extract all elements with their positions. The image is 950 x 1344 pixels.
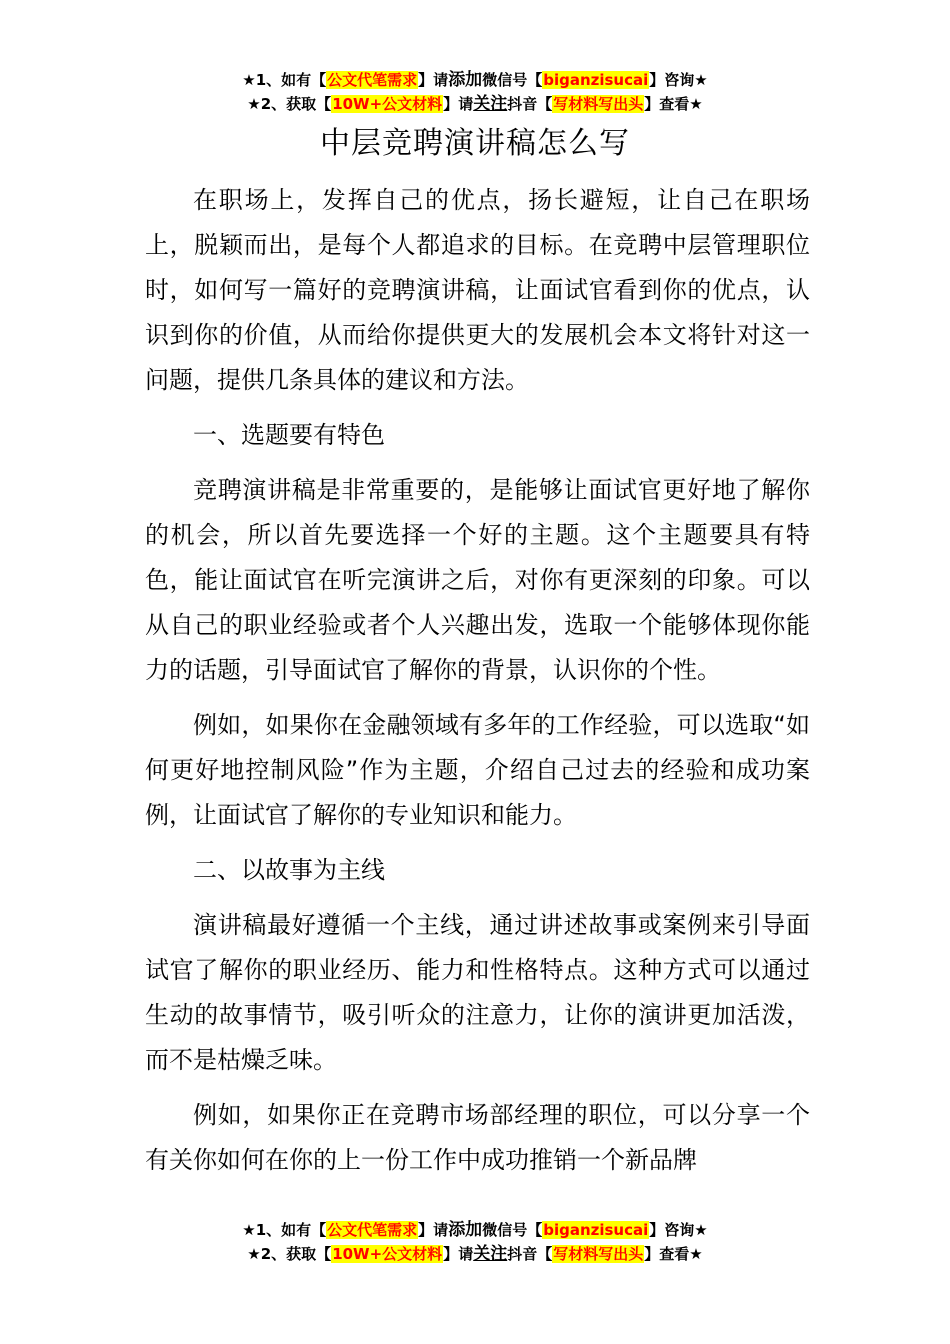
banner-text: 微信号【 bbox=[482, 1221, 543, 1239]
banner-line-2 bbox=[0, 1242, 950, 1266]
banner-line-1 bbox=[0, 1218, 950, 1242]
footer-banner bbox=[0, 1218, 950, 1266]
section-heading: 一、选题要有特色 bbox=[193, 421, 385, 449]
body-paragraph: 例如，如果你正在竞聘市场部经理的职位，可以分享一个有关你如何在你的上一份工作中成功推销一个新品牌 bbox=[145, 1101, 810, 1174]
banner-highlight: 公文代笔需求 bbox=[327, 1221, 418, 1239]
banner-line-2 bbox=[0, 92, 950, 116]
banner-emphasis: 添加 bbox=[448, 1220, 483, 1240]
banner-text: 抖音【 bbox=[507, 1245, 553, 1263]
banner-emphasis: 关注 bbox=[473, 1244, 508, 1264]
banner-text: 】查看★ bbox=[644, 1245, 703, 1263]
body-paragraph: 竞聘演讲稿是非常重要的，是能够让面试官更好地了解你的机会，所以首先要选择一个好的主题。这个主题要具有特色，能让面试官在听完演讲之后，对你有更深刻的印象。可以从自己的职业经验或者个人兴趣出发，选取一个能够体现你能力的话题，引导面试官了解你的背景，认识你的个性。 bbox=[145, 476, 810, 684]
banner-text: 】咨询★ bbox=[649, 71, 708, 89]
body-paragraph: 演讲稿最好遵循一个主线，通过讲述故事或案例来引导面试官了解你的职业经历、能力和性格特点。这种方式可以通过生动的故事情节，吸引听众的注意力，让你的演讲更加活泼，而不是枯燥乏味。 bbox=[145, 911, 810, 1074]
banner-wechat-id: biganzisucai bbox=[543, 1221, 649, 1239]
banner-text: 】请 bbox=[443, 95, 474, 113]
banner-highlight: 10W+公文材料 bbox=[332, 1245, 443, 1263]
banner-wechat-id: biganzisucai bbox=[543, 71, 649, 89]
banner-douyin-id: 写材料写出头 bbox=[553, 95, 644, 113]
section-heading: 二、以故事为主线 bbox=[193, 856, 385, 884]
document-title: 中层竞聘演讲稿怎么写 bbox=[320, 126, 630, 161]
banner-line-1 bbox=[0, 68, 950, 92]
banner-text: 】请 bbox=[418, 1221, 449, 1239]
document-body bbox=[145, 178, 810, 1193]
banner-highlight: 10W+公文材料 bbox=[332, 95, 443, 113]
banner-text: 微信号【 bbox=[482, 71, 543, 89]
banner-emphasis: 添加 bbox=[448, 70, 483, 90]
banner-text: 】查看★ bbox=[644, 95, 703, 113]
header-banner bbox=[0, 68, 950, 116]
body-paragraph: 例如，如果你在金融领域有多年的工作经验，可以选取“如何更好地控制风险”作为主题，介绍自己过去的经验和成功案例，让面试官了解你的专业知识和能力。 bbox=[145, 711, 810, 829]
banner-emphasis: 关注 bbox=[473, 94, 508, 114]
banner-text: ★1、如有【 bbox=[242, 71, 327, 89]
banner-text: 】请 bbox=[418, 71, 449, 89]
body-paragraph: 在职场上，发挥自己的优点，扬长避短，让自己在职场上，脱颖而出，是每个人都追求的目标。在竞聘中层管理职位时，如何写一篇好的竞聘演讲稿，让面试官看到你的优点，认识到你的价值，从而给你提供更大的发展机会本文将针对这一问题，提供几条具体的建议和方法。 bbox=[145, 186, 810, 394]
banner-text: ★2、获取【 bbox=[247, 1245, 332, 1263]
banner-highlight: 公文代笔需求 bbox=[327, 71, 418, 89]
banner-text: 抖音【 bbox=[507, 95, 553, 113]
banner-text: ★1、如有【 bbox=[242, 1221, 327, 1239]
banner-text: 】请 bbox=[443, 1245, 474, 1263]
banner-text: 】咨询★ bbox=[649, 1221, 708, 1239]
banner-text: ★2、获取【 bbox=[247, 95, 332, 113]
banner-douyin-id: 写材料写出头 bbox=[553, 1245, 644, 1263]
